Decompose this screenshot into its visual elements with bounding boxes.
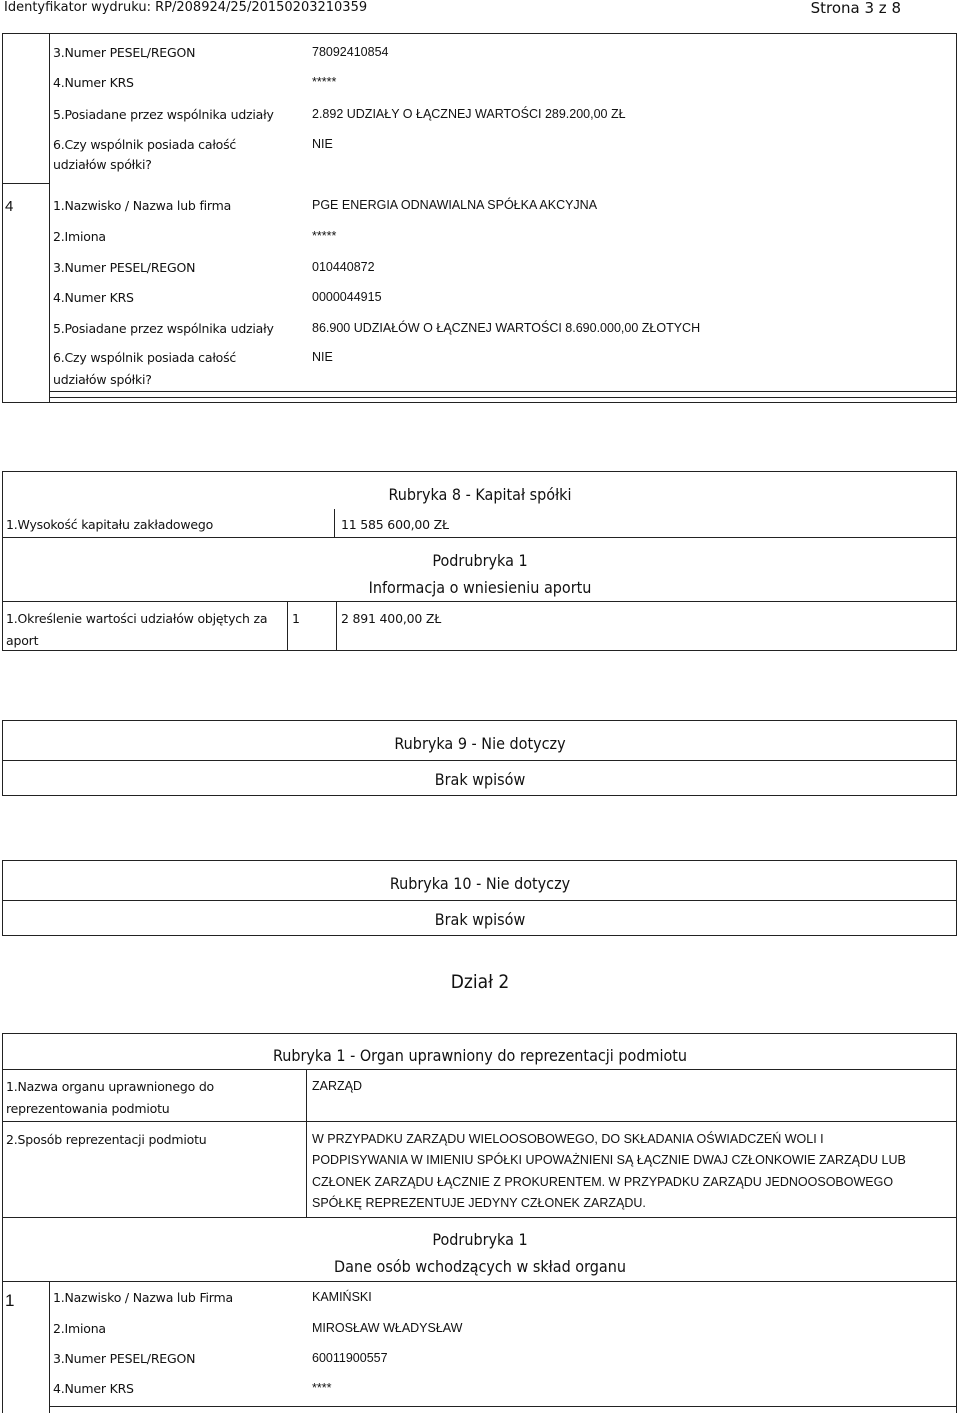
aport-label-line1: 1.Określenie wartości udziałów objętych za: [6, 611, 268, 626]
section-bottom-border: [2, 650, 957, 651]
pesel-label: 3.Numer PESEL/REGON: [53, 260, 196, 275]
no-entries-text: Brak wpisów: [434, 910, 526, 929]
row-divider: [49, 391, 957, 392]
representation-label: 2.Sposób reprezentacji podmiotu: [6, 1132, 207, 1147]
aport-value: 2 891 400,00 ZŁ: [341, 611, 442, 626]
section-title: Rubryka 1 - Organ uprawniony do reprezentacji podmiotu: [272, 1046, 688, 1065]
index-cell: [3, 184, 49, 402]
krs-label: 4.Numer KRS: [53, 1381, 134, 1396]
page-number: Strona 3 z 8: [810, 0, 901, 17]
all-shares-label-line2: udziałów spółki?: [53, 157, 152, 172]
shares-value: 86.900 UDZIAŁÓW O ŁĄCZNEJ WARTOŚCI 8.690.000,00 ZŁOTYCH: [312, 321, 701, 335]
name-label: 1.Nazwisko / Nazwa lub Firma: [53, 1290, 233, 1305]
all-shares-label-line1: 6.Czy wspólnik posiada całość: [53, 137, 237, 152]
krs-value: *****: [312, 75, 337, 89]
all-shares-value: NIE: [312, 350, 333, 364]
aport-label-line2: aport: [6, 633, 39, 648]
section-bottom-border: [2, 935, 957, 936]
row-divider: [2, 760, 957, 761]
representation-line1: W PRZYPADKU ZARZĄDU WIELOOSOBOWEGO, DO SKŁADANIA OŚWIADCZEŃ WOLI I: [312, 1132, 824, 1146]
index-column-divider: [49, 33, 50, 403]
representation-line4: SPÓŁKĘ REPREZENTUJE JEDYNY CZŁONEK ZARZĄDU.: [312, 1196, 646, 1210]
cell-divider: [306, 1069, 307, 1121]
row-divider: [2, 1121, 957, 1122]
capital-label: 1.Wysokość kapitału zakładowego: [6, 517, 214, 532]
all-shares-label-line1: 6.Czy wspólnik posiada całość: [53, 350, 237, 365]
names-value: *****: [312, 229, 337, 243]
table-top-border: [2, 33, 957, 34]
subsection-subtitle: Informacja o wniesieniu aportu: [368, 578, 592, 597]
krs-value: ****: [312, 1381, 332, 1395]
row-divider: [49, 397, 957, 398]
organ-label-line1: 1.Nazwa organu uprawnionego do: [6, 1079, 215, 1094]
pesel-value: 60011900557: [312, 1351, 388, 1365]
pesel-value: 010440872: [312, 260, 375, 274]
krs-value: 0000044915: [312, 290, 382, 304]
shares-value: 2.892 UDZIAŁY O ŁĄCZNEJ WARTOŚCI 289.200,00 ZŁ: [312, 107, 626, 121]
table-right-border: [956, 33, 957, 403]
representation-line2: PODPISYWANIA W IMIENIU SPÓŁKI UPOWAŻNIENI SĄ ŁĄCZNIE DWAJ CZŁONKOWIE ZARZĄDU LUB: [312, 1153, 906, 1167]
section-top-border: [2, 720, 957, 721]
pesel-label: 3.Numer PESEL/REGON: [53, 45, 196, 60]
row-divider: [2, 1217, 957, 1218]
section-title: Rubryka 8 - Kapitał spółki: [388, 485, 572, 504]
no-entries-text: Brak wpisów: [434, 770, 526, 789]
cell-divider: [334, 509, 335, 537]
section-title: Rubryka 10 - Nie dotyczy: [389, 874, 571, 893]
names-label: 2.Imiona: [53, 229, 106, 244]
krs-label: 4.Numer KRS: [53, 290, 134, 305]
person-number: 1: [5, 1291, 15, 1310]
section-top-border: [2, 471, 957, 472]
cell-divider: [336, 601, 337, 651]
row-divider: [2, 900, 957, 901]
name-value: KAMIŃSKI: [312, 1290, 372, 1304]
capital-value: 11 585 600,00 ZŁ: [341, 517, 449, 532]
subsection-title: Podrubryka 1: [432, 551, 528, 570]
pesel-value: 78092410854: [312, 45, 389, 59]
all-shares-label-line2: udziałów spółki?: [53, 372, 152, 387]
all-shares-value: NIE: [312, 137, 333, 151]
section-top-border: [2, 860, 957, 861]
print-identifier: Identyfikator wydruku: RP/208924/25/20150203210359: [4, 0, 368, 15]
krs-label: 4.Numer KRS: [53, 75, 134, 90]
organ-label-line2: reprezentowania podmiotu: [6, 1101, 170, 1116]
partner-number: 4: [5, 198, 14, 215]
row-divider: [2, 601, 957, 602]
section-top-border: [2, 1033, 957, 1034]
cell-divider: [287, 601, 288, 651]
section-right-border: [956, 1033, 957, 1413]
shares-label: 5.Posiadane przez wspólnika udziały: [53, 321, 274, 336]
names-label: 2.Imiona: [53, 1321, 106, 1336]
organ-value: ZARZĄD: [312, 1079, 362, 1093]
row-divider: [49, 1406, 957, 1407]
shares-label: 5.Posiadane przez wspólnika udziały: [53, 107, 274, 122]
name-value: PGE ENERGIA ODNAWIALNA SPÓŁKA AKCYJNA: [312, 198, 598, 212]
row-divider: [2, 1281, 957, 1282]
division-title: Dział 2: [450, 971, 510, 993]
section-left-border: [2, 1033, 3, 1413]
section-title: Rubryka 9 - Nie dotyczy: [394, 734, 566, 753]
representation-line3: CZŁONEK ZARZĄDU ŁĄCZNIE Z PROKURENTEM. W PRZYPADKU ZARZĄDU JEDNOOSOBOWEGO: [312, 1175, 894, 1189]
name-label: 1.Nazwisko / Nazwa lub firma: [53, 198, 232, 213]
cell-divider: [306, 1121, 307, 1217]
row-divider: [2, 1069, 957, 1070]
section-bottom-border: [2, 795, 957, 796]
subsection-title: Podrubryka 1: [432, 1230, 528, 1249]
names-value: MIROSŁAW WŁADYSŁAW: [312, 1321, 463, 1335]
aport-index: 1: [292, 611, 300, 626]
table-bottom-border: [2, 402, 957, 403]
subsection-subtitle: Dane osób wchodzących w skład organu: [334, 1257, 626, 1276]
pesel-label: 3.Numer PESEL/REGON: [53, 1351, 196, 1366]
index-column-divider: [49, 1281, 50, 1413]
row-divider: [2, 537, 957, 538]
